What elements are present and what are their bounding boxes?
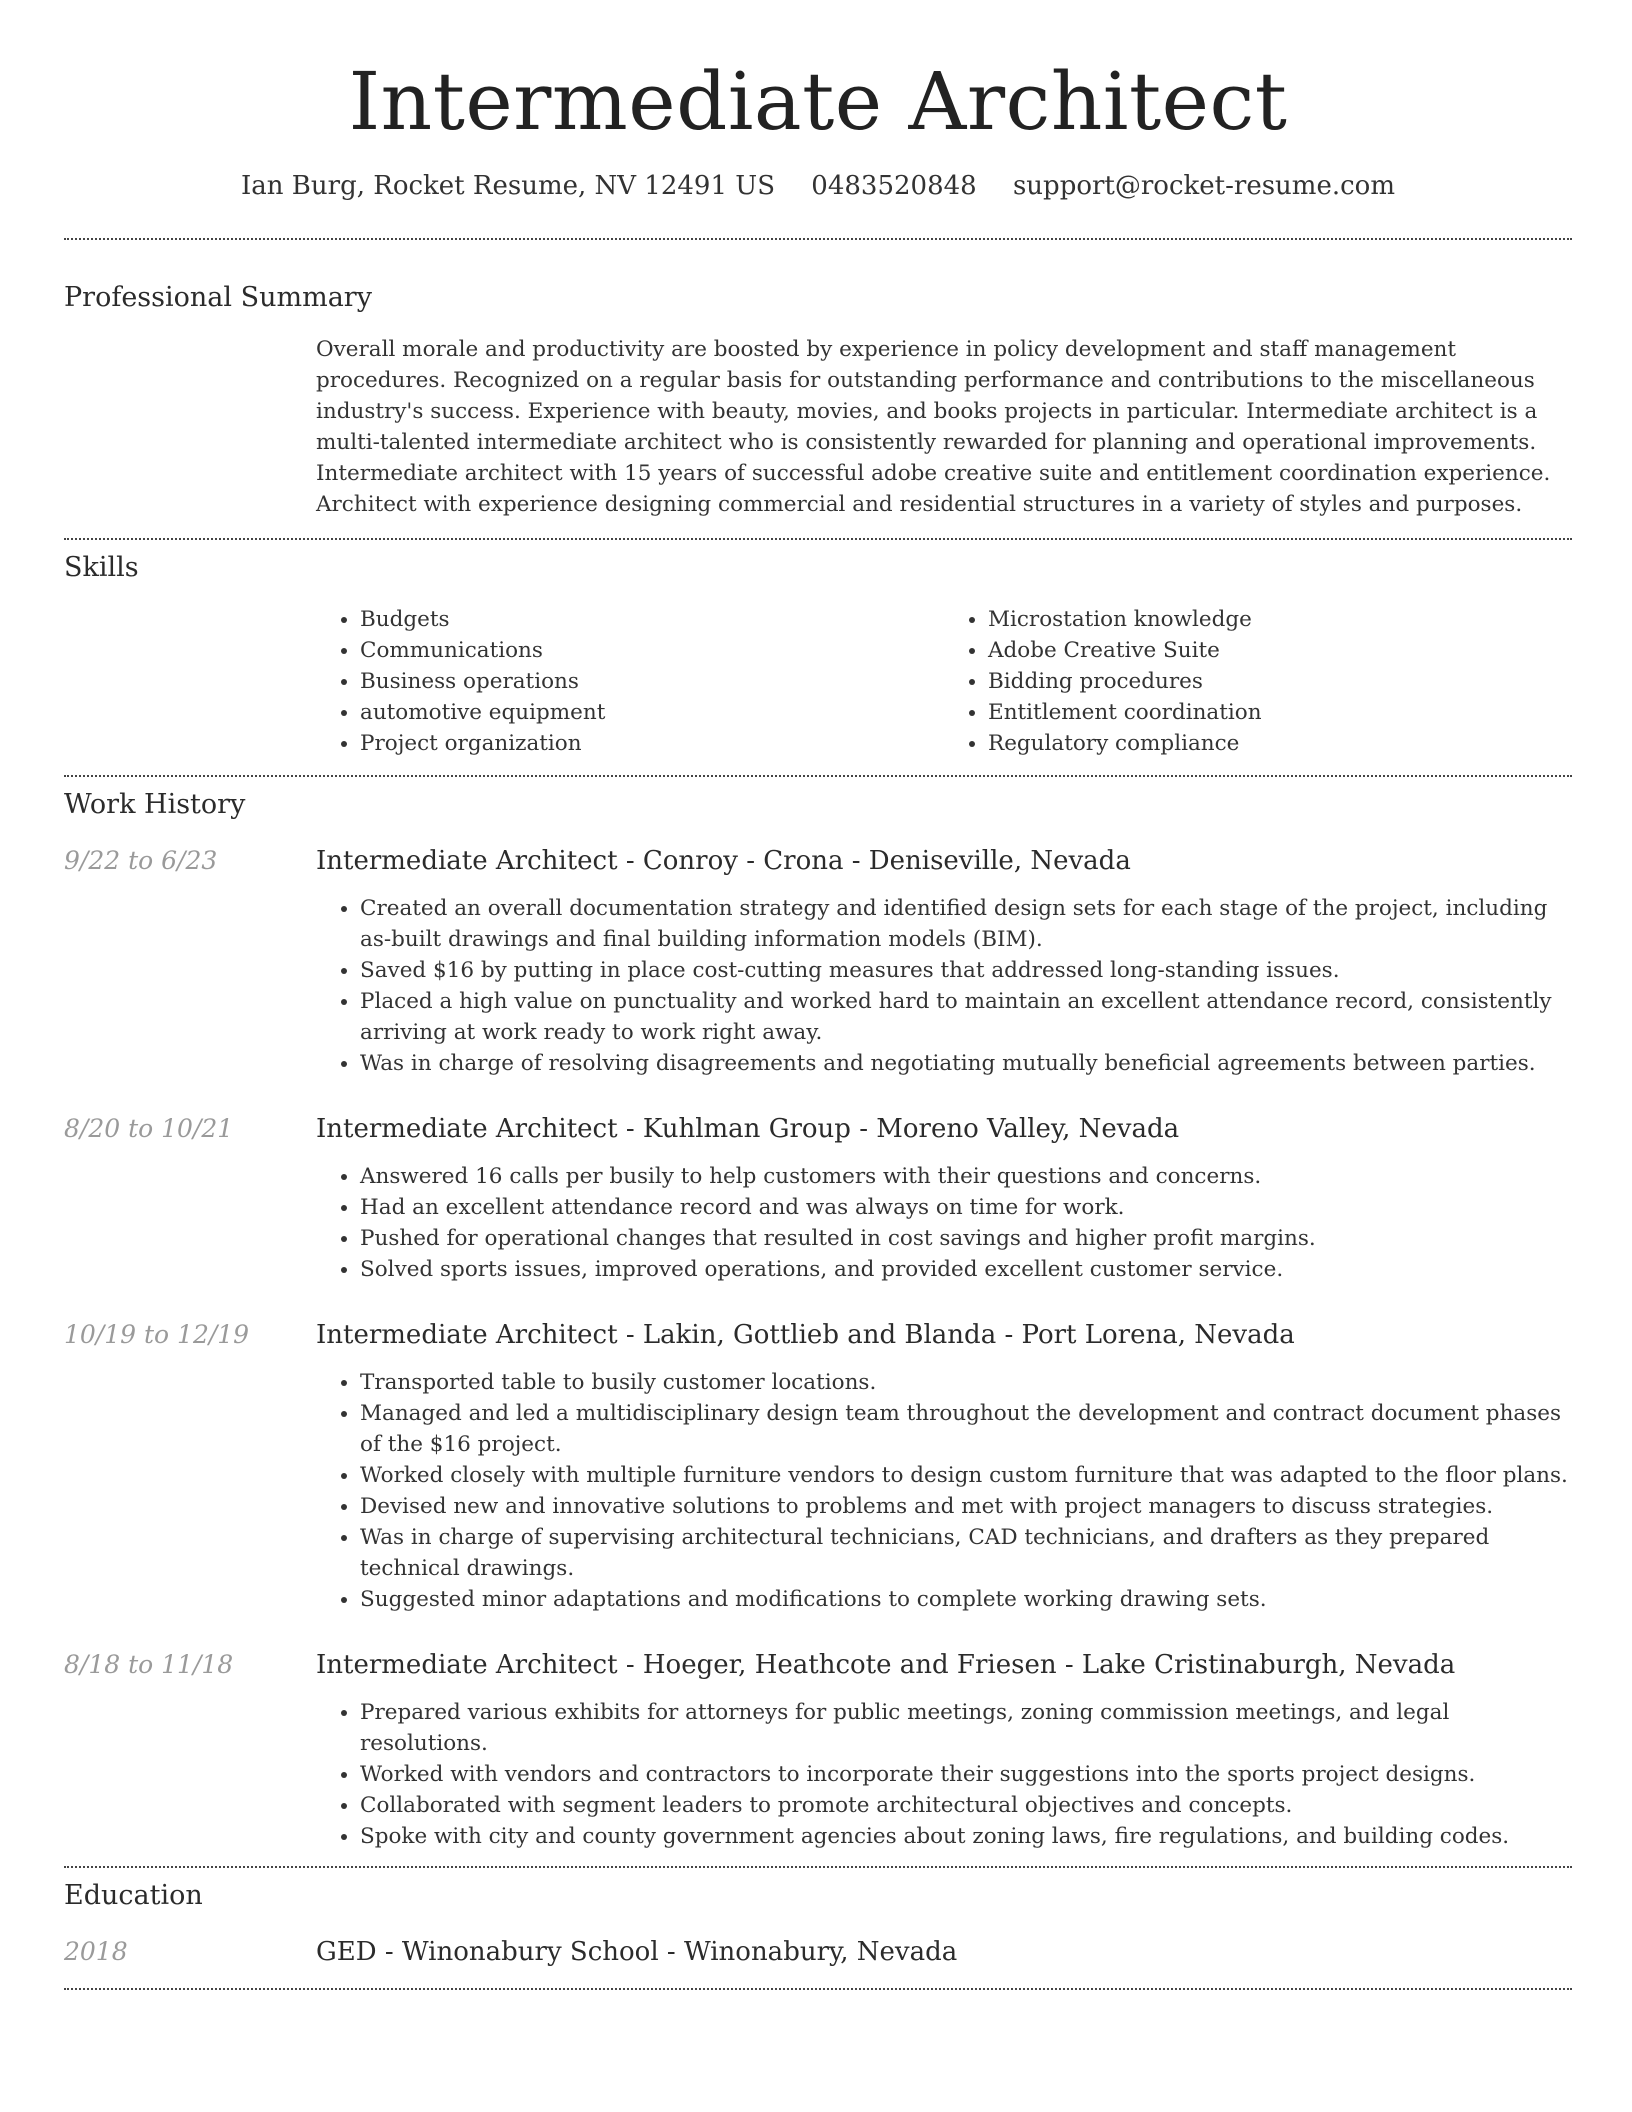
job-entry — [64, 1111, 1572, 1285]
job-bullets — [316, 1161, 1572, 1285]
job-bullets — [316, 1367, 1572, 1615]
contact-address: Ian Burg, Rocket Resume, NV 12491 US — [241, 171, 776, 201]
job-bullet: • Suggested minor adaptations and modifications to complete working drawing sets. — [360, 1584, 1572, 1615]
job-bullet: • Prepared various exhibits for attorneys for public meetings, zoning commission meetings, and legal resolutions. — [360, 1697, 1572, 1759]
job-bullet: • Spoke with city and county government agencies about zoning laws, fire regulations, and building codes. — [360, 1821, 1572, 1852]
section-title-summary: Professional Summary — [64, 282, 372, 313]
job-date: 8/18 to 11/18 — [64, 1650, 234, 1679]
job-bullet: • Answered 16 calls per busily to help customers with their questions and concerns. — [360, 1161, 1572, 1192]
divider — [64, 775, 1572, 777]
job-bullet: • Created an overall documentation strategy and identified design sets for each stage of the project, including as-built drawings and final building information models (BIM). — [360, 893, 1572, 955]
divider — [64, 238, 1572, 240]
job-bullet: • Worked with vendors and contractors to incorporate their suggestions into the sports project designs. — [360, 1759, 1572, 1790]
job-heading: Intermediate Architect - Lakin, Gottlieb and Blanda - Port Lorena, Nevada — [316, 1320, 1295, 1350]
education-heading: GED - Winonabury School - Winonabury, Nevada — [316, 1937, 958, 1967]
skill-item: • Adobe Creative Suite — [988, 635, 1572, 666]
job-heading: Intermediate Architect - Conroy - Crona - Deniseville, Nevada — [316, 846, 1131, 876]
contact-line — [64, 168, 1572, 204]
job-entry — [64, 1317, 1572, 1615]
skill-item: • Regulatory compliance — [988, 728, 1572, 759]
job-entry — [64, 843, 1572, 1079]
contact-email: support@rocket-resume.com — [1012, 171, 1395, 201]
resume-page — [64, 0, 1572, 1990]
skill-item: • Project organization — [360, 728, 944, 759]
job-bullet: • Transported table to busily customer locations. — [360, 1367, 1572, 1398]
job-heading: Intermediate Architect - Kuhlman Group - Moreno Valley, Nevada — [316, 1114, 1180, 1144]
skills-columns — [316, 604, 1572, 759]
skill-item: • Microstation knowledge — [988, 604, 1572, 635]
job-date: 10/19 to 12/19 — [64, 1320, 250, 1349]
divider — [64, 538, 1572, 540]
education-date: 2018 — [64, 1937, 128, 1966]
job-bullet: • Devised new and innovative solutions to problems and met with project managers to discuss strategies. — [360, 1491, 1572, 1522]
resume-name: Intermediate Architect — [348, 55, 1288, 148]
skill-item: • Communications — [360, 635, 944, 666]
job-entry — [64, 1647, 1572, 1852]
job-bullet: • Worked closely with multiple furniture vendors to design custom furniture that was adapted to the floor plans. — [360, 1460, 1572, 1491]
education-entry — [64, 1934, 1572, 1970]
job-bullet: • Placed a high value on punctuality and worked hard to maintain an excellent attendance record, consistently arriving at work ready to work right away. — [360, 986, 1572, 1048]
job-bullet: • Saved $16 by putting in place cost-cutting measures that addressed long-standing issues. — [360, 955, 1572, 986]
skill-item: • automotive equipment — [360, 697, 944, 728]
section-title-education: Education — [64, 1880, 203, 1911]
skill-item: • Budgets — [360, 604, 944, 635]
job-bullets — [316, 1697, 1572, 1852]
job-bullet: • Solved sports issues, improved operations, and provided excellent customer service. — [360, 1254, 1572, 1285]
skills-list-left — [316, 604, 944, 759]
section-title-skills: Skills — [64, 552, 139, 583]
contact-phone: 0483520848 — [811, 171, 977, 201]
job-bullet: • Managed and led a multidisciplinary design team throughout the development and contract document phases of the $16 project. — [360, 1398, 1572, 1460]
skills-list-right — [944, 604, 1572, 759]
job-bullet: • Pushed for operational changes that resulted in cost savings and higher profit margins. — [360, 1223, 1572, 1254]
education-section — [64, 1878, 1572, 1970]
job-heading: Intermediate Architect - Hoeger, Heathcote and Friesen - Lake Cristinaburgh, Nevada — [316, 1650, 1456, 1680]
summary-section — [64, 280, 1572, 520]
skills-section — [64, 550, 1572, 759]
skill-item: • Entitlement coordination — [988, 697, 1572, 728]
skill-item: • Business operations — [360, 666, 944, 697]
job-bullets — [316, 893, 1572, 1079]
section-title-work: Work History — [64, 789, 246, 820]
job-bullet: • Was in charge of supervising architectural technicians, CAD technicians, and drafters as they prepared technical drawings. — [360, 1522, 1572, 1584]
job-bullet: • Had an excellent attendance record and was always on time for work. — [360, 1192, 1572, 1223]
divider — [64, 1988, 1572, 1990]
summary-text: Overall morale and productivity are boosted by experience in policy development and staff management procedures. Recognized on a regular basis for outstanding performance and contributions to the miscellaneous industry's success. Experience with beauty, movies, and books projects in particular. Intermediate architect is a multi-talented intermediate architect who is consistently rewarded for planning and operational improvements. Intermediate architect with 15 years of successful adobe creative suite and entitlement coordination experience. Architect with experience designing commercial and residential structures in a variety of styles and purposes. — [316, 337, 1551, 517]
job-date: 8/20 to 10/21 — [64, 1114, 234, 1143]
job-bullet: • Collaborated with segment leaders to promote architectural objectives and concepts. — [360, 1790, 1572, 1821]
skill-item: • Bidding procedures — [988, 666, 1572, 697]
job-date: 9/22 to 6/23 — [64, 846, 218, 875]
job-bullet: • Was in charge of resolving disagreements and negotiating mutually beneficial agreements between parties. — [360, 1048, 1572, 1079]
work-section — [64, 787, 1572, 1852]
divider — [64, 1866, 1572, 1868]
